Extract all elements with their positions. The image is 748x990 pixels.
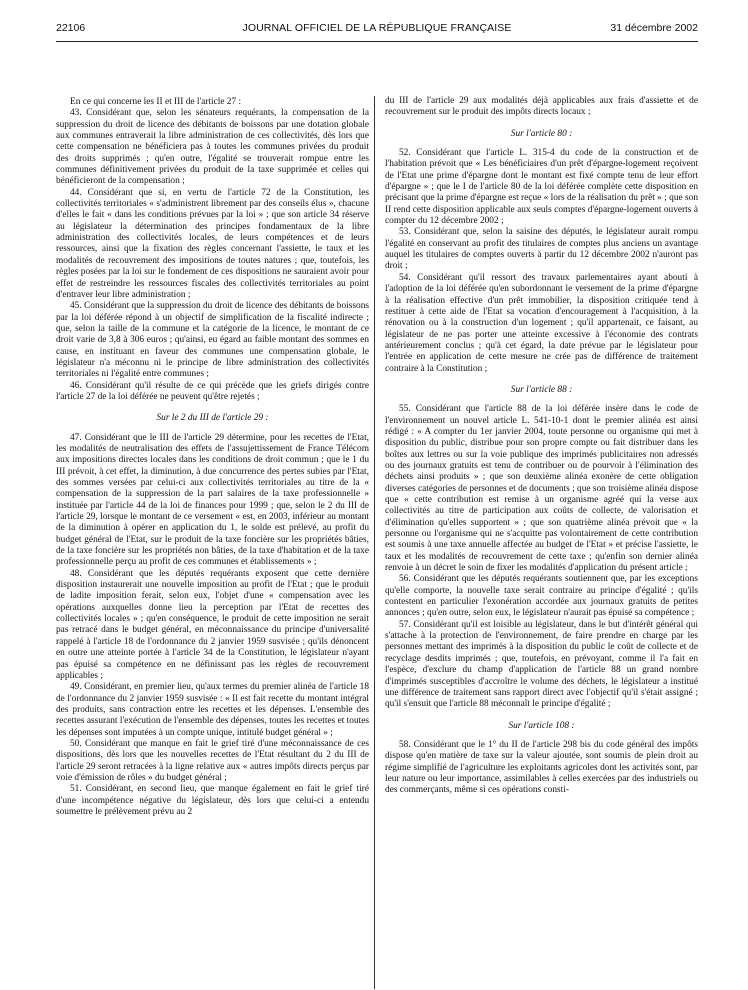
- section-heading-article-80: Sur l'article 80 :: [510, 128, 573, 139]
- journal-title: JOURNAL OFFICIEL DE LA RÉPUBLIQUE FRANÇAISE: [242, 22, 512, 34]
- paragraph-47: 47. Considérant que le III de l'article 29 détermine, pour les recettes de l'Etat, les modalités de neutralisation des effets de l'assujettissement de France Télécom aux impositions directes locales dans les conditions de droit commun ; que le 1 du III prévoit, à cet effet, la diminution, à due concurrence des pertes subies par l'Etat, des sommes versées par celui-ci aux collectivités territoriales au titre de la « compensation de la suppression de la part salaires de la taxe professionnelle » instituée par l'article 44 de la loi de finances pour 1999 ; que, selon le 2 du III de l'article 29, lorsque le montant de ce versement « est, en 2003, inférieur au montant de la diminution à opérer en application du 1, le solde est prélevé, au profit du budget général de l'Etat, sur le produit de la taxe foncière sur les propriétés bâties, de la taxe foncière sur les propriétés non bâties, de la taxe d'habitation et de la taxe professionnelle perçu au profit de ces communes et établissements » ;: [56, 432, 369, 568]
- paragraph-50: 50. Considérant que manque en fait le grief tiré d'une méconnaissance de ces dispositions, dès lors que les nouvelles recettes de l'Etat résultant du 2 du III de l'article 29 seront retracées à la ligne relative aux « autres impôts directs perçus par voie d'émission de rôles » du budget général ;: [56, 738, 369, 783]
- paragraph-44: 44. Considérant que si, en vertu de l'article 72 de la Constitution, les collectivités territoriales « s'administrent librement par des conseils élus », chacune d'elles le fait « dans les conditions prévues par la loi » ; que son article 34 réserve au législateur la détermination des principes fondamentaux de la libre administration des collectivités locales, de leurs compétences et de leurs ressources, ainsi que la fixation des règles concernant l'assiette, le taux et les modalités de recouvrement des impositions de toutes natures ; que, toutefois, les règles posées par la loi sur le fondement de ces dispositions ne sauraient avoir pour effet de restreindre les ressources fiscales des collectivités territoriales au point d'entraver leur libre administration ;: [56, 187, 369, 300]
- paragraph-57: 57. Considérant qu'il est loisible au législateur, dans le but d'intérêt général qui s'attache à la protection de l'environnement, de faire prendre en charge par les personnes mettant des imprimés à la disposition du public le coût de collecte et de recyclage desdits imprimés ; que, toutefois, en prévoyant, comme il l'a fait en l'espèce, d'exclure du champ d'application de l'article 88 un grand nombre d'imprimés susceptibles d'accroître le volume des déchets, le législateur a institué une différence de traitement sans rapport direct avec l'objectif qu'il s'était assigné ; qu'il s'ensuit que l'article 88 méconnaît le principe d'égalité ;: [385, 619, 698, 710]
- paragraph-45: 45. Considérant que la suppression du droit de licence des débitants de boissons par la loi déférée répond à un objectif de simplification de la fiscalité indirecte ; que, selon la taille de la commune et la catégorie de la licence, le montant de ce droit varie de 3,8 à 306 euros ; qu'ainsi, eu égard au faible montant des sommes en cause, en instituant en faveur des communes une compensation globale, le législateur n'a méconnu ni le principe de libre administration des collectivités territoriales ni l'égalité entre communes ;: [56, 301, 369, 380]
- paragraph-51: 51. Considérant, en second lieu, que manque également en fait le grief tiré d'une incompétence négative du législateur, dès lors que celui-ci a entendu soumettre le prélèvement prévu au 2: [56, 784, 369, 817]
- paragraph-49: 49. Considérant, en premier lieu, qu'aux termes du premier alinéa de l'article 18 de l'ordonnance du 2 janvier 1959 susvisée : « Il est fait recette du montant intégral des produits, sans contraction entre les recettes et les dépenses. L'ensemble des recettes assurant l'exécution de l'ensemble des dépenses, toutes les recettes et toutes les dépenses sont imputées à un compte unique, intitulé budget général » ;: [56, 682, 369, 738]
- left-column: [56, 97, 369, 818]
- paragraph-58: 58. Considérant que le 1° du II de l'article 298 bis du code général des impôts dispose qu'en matière de taxe sur la valeur ajoutée, sont soumis de plein droit au régime simplifié de l'agriculture les exploitants agricoles dont les activités sont, par leur nature ou leur importance, assimilables à celles exercées par des industriels ou des commerçants, même si ces opérations consti-: [385, 739, 698, 796]
- issue-date: 31 décembre 2002: [610, 22, 698, 34]
- intro-paragraph: En ce qui concerne les II et III de l'article 27 :: [70, 97, 242, 107]
- paragraph-53: 53. Considérant que, selon la saisine des députés, le législateur aurait rompu l'égalité en conservant au profit des titulaires de comptes plus anciens un avantage auquel les titulaires de comptes ouverts à partir du 12 décembre 2002 n'auront pas droit ;: [385, 227, 698, 272]
- section-heading-article-88: Sur l'article 88 :: [510, 384, 573, 395]
- header-rule: [56, 41, 698, 42]
- column-divider: [374, 96, 375, 989]
- paragraph-54: 54. Considérant qu'il ressort des travaux parlementaires ayant abouti à l'adoption de la loi déférée qu'en subordonnant le versement de la prime d'épargne à la réalisation effective d'un prêt immobilier, la disposition critiquée tend à restituer à cette aide de l'Etat sa vocation d'encouragement à l'acquisition, à la rénovation ou à la construction d'un logement ; qu'il appartenait, ce faisant, au législateur de ne pas porter une atteinte excessive à l'économie des contrats antérieurement conclus ; qu'à cet égard, la date prévue par le législateur pour l'entrée en application de cette mesure ne crée pas de différence de traitement contraire à la Constitution ;: [385, 272, 698, 374]
- paragraph-46: 46. Considérant qu'il résulte de ce qui précède que les griefs dirigés contre l'article 27 de la loi déférée ne peuvent qu'être rejetés ;: [56, 380, 369, 402]
- section-heading-article-29: Sur le 2 du III de l'article 29 :: [156, 413, 269, 424]
- right-column: [385, 96, 698, 797]
- paragraph-43: 43. Considérant que, selon les sénateurs requérants, la compensation de la suppression du droit de licence des débitants de boissons par une dotation globale aux communes entraverait la libre administration de ces collectivités, dès lors que cette compensation ne bénéficiera pas à toutes les communes privées du produit des droits supprimés ; qu'en outre, l'égalité se trouverait rompue entre les communes définitivement privées du produit de la taxe supprimée et celles qui bénéficieront de la compensation ;: [56, 108, 369, 187]
- paragraph-48: 48. Considérant que les députés requérants exposent que cette dernière disposition instaurerait une nouvelle imposition au profit de l'Etat ; que le produit de ladite imposition ferait, selon eux, l'objet d'une « compensation avec les opérations auxquelles donne lieu la perception par l'Etat de recettes des collectivités locales » ; qu'en conséquence, le produit de cette imposition ne serait pas retracé dans le budget général, en méconnaissance du principe d'universalité rappelé à l'article 18 de l'ordonnance du 2 janvier 1959 susvisée ; qu'ils dénoncent en outre une atteinte portée à l'article 34 de la Constitution, le législateur n'ayant pas épuisé sa compétence en ne définissant pas les règles de recouvrement applicables ;: [56, 568, 369, 681]
- paragraph-52: 52. Considérant que l'article L. 315-4 du code de la construction et de l'habitation prévoit que « Les bénéficiaires d'un prêt d'épargne-logement reçoivent de l'Etat une prime d'épargne dont le montant est fixé compte tenu de leur effort d'épargne » ; que le I de l'article 80 de la loi déférée complète cette disposition en précisant que la prime d'épargne est reçue « lors de la réalisation du prêt » ; que son II rend cette disposition applicable aux seuls comptes d'épargne-logement ouverts à compter du 12 décembre 2002 ;: [385, 148, 698, 227]
- continuation-paragraph: du III de l'article 29 aux modalités déjà applicables aux frais d'assiette et de recouvrement sur le produit des impôts directs locaux ;: [385, 96, 698, 118]
- page-number: 22106: [56, 22, 86, 34]
- page-header: [56, 22, 698, 40]
- section-heading-article-108: Sur l'article 108 :: [508, 720, 575, 731]
- paragraph-56: 56. Considérant que les députés requérants soutiennent que, par les exceptions qu'elle comporte, la nouvelle taxe serait contraire au principe d'égalité ; qu'ils contestent en particulier l'exonération accordée aux journaux gratuits de petites annonces ; qu'en outre, selon eux, le législateur n'aurait pas épuisé sa compétence ;: [385, 574, 698, 619]
- paragraph-55: 55. Considérant que l'article 88 de la loi déférée insère dans le code de l'environnement un nouvel article L. 541-10-1 dont le premier alinéa est ainsi rédigé : « A compter du 1er janvier 2004, toute personne ou organisme qui met à disposition du public, distribue pour son propre compte ou fait distribuer dans les boîtes aux lettres ou sur la voie publique des imprimés publicitaires non adressés ou des journaux gratuits est tenu de contribuer ou de pourvoir à l'élimination des déchets ainsi produits » ; que son deuxième alinéa exonère de cette obligation diverses catégories de personnes et de documents ; que son troisième alinéa dispose que « cette contribution est remise à un organisme agréé qui la verse aux collectivités au titre de participation aux coûts de collecte, de valorisation et d'élimination qu'elles supportent » ; que son quatrième alinéa prévoit que « la personne ou l'organisme qui ne s'acquitte pas volontairement de cette contribution est soumis à une taxe annuelle affectée au budget de l'Etat » et précise l'assiette, le taux et les modalités de recouvrement de cette taxe ; qu'enfin son dernier alinéa renvoie à un décret le soin de fixer les modalités d'application du présent article ;: [385, 404, 698, 574]
